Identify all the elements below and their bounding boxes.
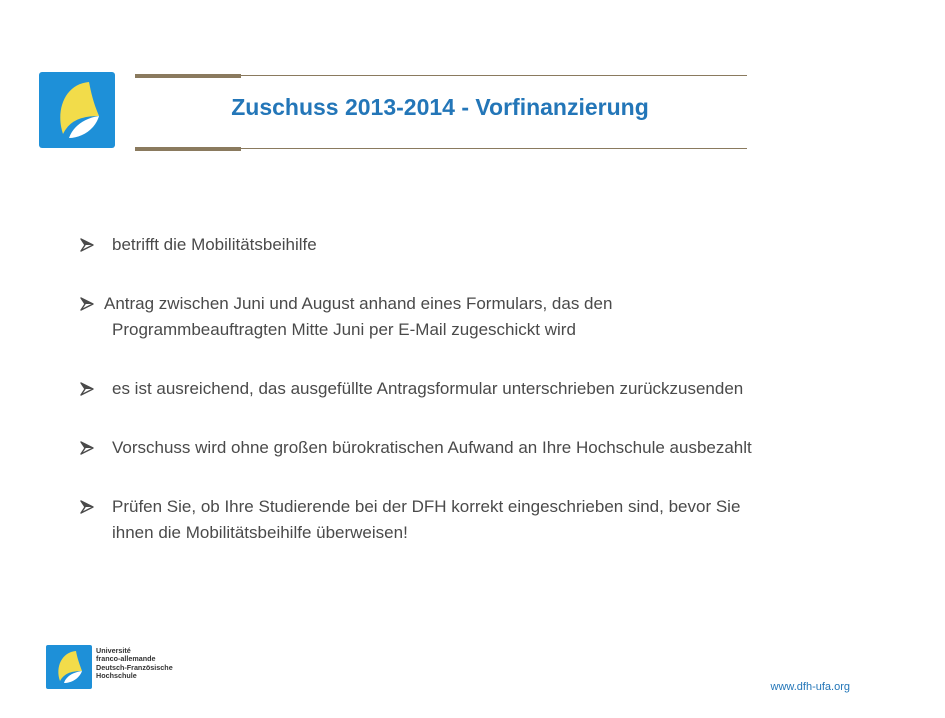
header-line-bottom xyxy=(135,148,747,149)
footer-logo xyxy=(46,645,92,689)
bullet-list xyxy=(78,232,778,579)
header-line-top xyxy=(135,75,747,76)
bullet-item xyxy=(78,291,778,343)
bullet-text: es ist ausreichend, das ausgefüllte Antragsformular unterschrieben zurückzusenden xyxy=(112,379,744,398)
arrow-bullet-icon xyxy=(80,297,94,311)
arrow-bullet-icon xyxy=(80,441,94,455)
university-line: Hochschule xyxy=(96,671,137,681)
bullet-text: betrifft die Mobilitätsbeihilfe xyxy=(112,235,317,254)
university-line: Université xyxy=(96,646,131,655)
bullet-item xyxy=(78,232,778,258)
bullet-item xyxy=(78,494,778,546)
dfh-logo xyxy=(39,72,115,148)
bullet-text: Antrag zwischen Juni und August anhand eines Formulars, das den Programmbeauftragten Mitte Juni per E-Mail zugeschickt wird xyxy=(104,294,613,339)
bullet-item xyxy=(78,435,778,461)
arrow-bullet-icon xyxy=(80,238,94,252)
website-link[interactable]: www.dfh-ufa.org xyxy=(770,681,850,693)
bullet-item xyxy=(78,376,778,402)
arrow-bullet-icon xyxy=(80,500,94,514)
arrow-bullet-icon xyxy=(80,382,94,396)
bullet-text: Prüfen Sie, ob Ihre Studierende bei der DFH korrekt eingeschrieben sind, bevor Sie ihnen die Mobilitätsbeihilfe überweisen! xyxy=(112,497,741,542)
bullet-text: Vorschuss wird ohne großen bürokratischen Aufwand an Ihre Hochschule ausbezahlt xyxy=(112,438,752,457)
slide-title: Zuschuss 2013-2014 - Vorfinanzierung xyxy=(231,94,649,120)
university-name xyxy=(96,647,216,681)
university-line: Deutsch-Französische xyxy=(96,662,173,672)
university-line: franco-allemande xyxy=(96,654,156,664)
